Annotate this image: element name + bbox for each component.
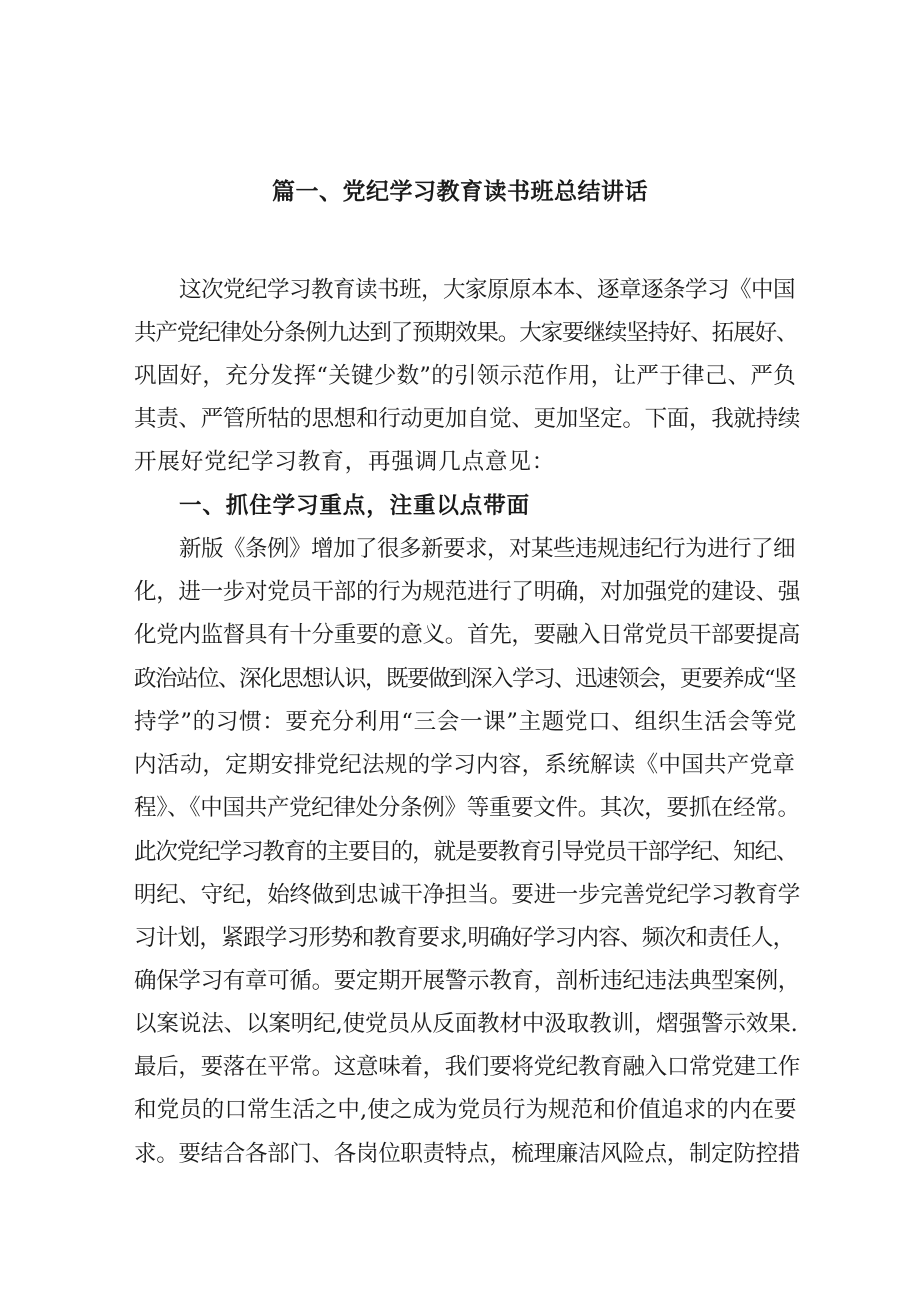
paragraph-line: 此次党纪学习教育的主要目的，就是要教育引导党员干部学纪、知纪、 [134,839,798,865]
paragraph-line: 这次党纪学习教育读书班，大家原原本本、逐章逐条学习《中国 [179,277,796,303]
document-title: 篇一、党纪学习教育读书班总结讲话 [272,178,648,205]
paragraph-line: 和党员的口常生活之中,使之成为党员行为规范和价值追求的内在要 [134,1097,797,1123]
paragraph-line: 开展好党纪学习教育，再强调几点意见： [134,449,556,475]
paragraph-line: 化，进一步对党员干部的行为规范进行了明确，对加强党的建设、强 [134,579,801,605]
paragraph-line: 化党内监督具有十分重要的意义。首先，要融入日常党员干部要提高 [134,622,801,648]
paragraph-line: 确保学习有章可循。要定期开展警示教育，剖析违纪违法典型案例， [134,968,801,994]
paragraph-line: 共产党纪律处分条例九达到了预期效果。大家要继续坚持好、拓展好、 [134,320,798,346]
paragraph-line: 其责、严管所牯的思想和行动更加自觉、更加坚定。下面，我就持续 [134,406,801,432]
paragraph-line: 程》、《中国共产党纪律处分条例》等重要文件。其次，要抓在经常。 [134,795,800,821]
paragraph-line: 新版《条例》增加了很多新要求，对某些违规违纪行为进行了细 [179,536,796,562]
paragraph-line: 习计划，紧跟学习形势和教育要求,明确好学习内容、频次和责任人， [134,925,795,951]
paragraph-line: 以案说法、以案明纪,使党员从反面教材中汲取教训，熠强警示效果. [134,1011,798,1037]
paragraph-line: 巩固好，充分发挥“关键少数”的引领示范作用，让严于律己、严负 [134,363,797,389]
paragraph-line: 政治站位、深化思想认识，既要做到深入学习、迅速领会，更要养成“坚 [134,666,796,692]
paragraph-line: 明纪、守纪，始终做到忠诚干净担当。要进一步完善党纪学习教育学 [134,882,801,908]
paragraph-line: 求。要结合各部门、各岗位职责特点，梳理廉洁风险点，制定防控措 [134,1141,801,1167]
paragraph-line: 持学”的习惯：要充分利用“三会一课”主题党口、组织生活会等党 [134,709,798,735]
paragraph-line: 内活动，定期安排党纪法规的学习内容，系统解读《中国共产党章 [134,752,796,778]
paragraph-line: 最后，要落在平常。这意味着，我们要将党纪教育融入口常党建工作 [134,1054,801,1080]
section-heading: 一、抓住学习重点，注重以点带面 [179,493,531,519]
